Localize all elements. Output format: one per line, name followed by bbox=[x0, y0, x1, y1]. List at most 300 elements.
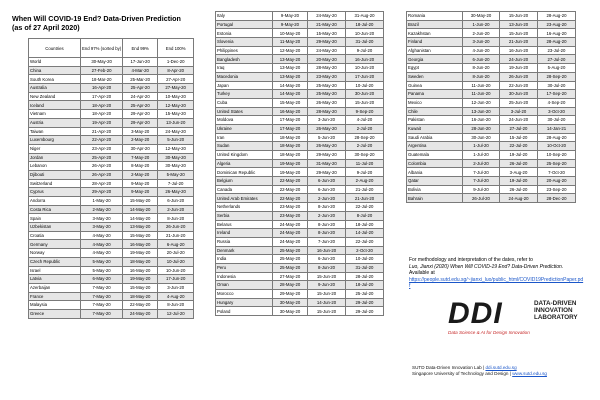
logo-mark: DDI bbox=[448, 297, 503, 330]
footer-lab-link[interactable]: ddi.sutd.edu.sg bbox=[485, 365, 517, 370]
table-row bbox=[29, 257, 194, 266]
end100-cell: 14-Jul-20 bbox=[346, 229, 384, 238]
table-row bbox=[407, 177, 576, 186]
end100-cell: 1-Dec-20 bbox=[158, 58, 194, 67]
country-cell: Taiwan bbox=[29, 127, 81, 136]
title-line-2: (as of 27 April 2020) bbox=[12, 23, 80, 32]
end97-cell: 4-May-20 bbox=[81, 240, 123, 249]
ddi-logo bbox=[448, 297, 598, 343]
end97-cell: 12-May-20 bbox=[273, 46, 308, 55]
page-title bbox=[12, 14, 181, 32]
end100-cell: 30-May-20 bbox=[158, 162, 194, 171]
end97-cell: 16-Apr-20 bbox=[81, 84, 123, 93]
end100-cell: 28-Jul-20 bbox=[346, 272, 384, 281]
note-line-2: Luo, Jianxi (2020) When Will COVID-19 End? Data-Driven Prediction. bbox=[409, 263, 564, 270]
end97-cell: 1-May-20 bbox=[81, 197, 123, 206]
end100-cell: 11-Jul-20 bbox=[346, 159, 384, 168]
end100-cell: 28-Sep-20 bbox=[538, 72, 576, 81]
country-cell: Qatar bbox=[407, 177, 463, 186]
prediction-table-1 bbox=[28, 38, 194, 319]
country-cell: Moldova bbox=[216, 116, 273, 125]
end99-cell: 30-Jun-20 bbox=[500, 90, 538, 99]
end99-cell: 6-Jun-20 bbox=[308, 255, 346, 264]
end97-cell: 23-May-20 bbox=[273, 211, 308, 220]
end99-cell: 26-Jul-20 bbox=[500, 159, 538, 168]
country-cell: South Korea bbox=[29, 75, 81, 84]
country-cell: Iceland bbox=[29, 101, 81, 110]
end97-cell: 8-Jun-20 bbox=[463, 64, 500, 73]
end97-cell: 24-May-20 bbox=[273, 237, 308, 246]
end97-cell: 9-Jul-20 bbox=[463, 185, 500, 194]
table-row bbox=[407, 90, 576, 99]
end99-cell: 21-May-20 bbox=[308, 20, 346, 29]
table-row bbox=[216, 72, 384, 81]
table-row bbox=[29, 309, 194, 318]
end100-cell: 7-Oct-20 bbox=[538, 168, 576, 177]
country-cell: Slovenia bbox=[216, 38, 273, 47]
end97-cell: 18-May-20 bbox=[273, 142, 308, 151]
end100-cell: 30-Jun-20 bbox=[346, 90, 384, 99]
table-row bbox=[216, 55, 384, 64]
end100-cell: 8-Jun-20 bbox=[158, 301, 194, 310]
end99-cell: 3-Jul-20 bbox=[500, 107, 538, 116]
end100-cell: 9-Sep-20 bbox=[346, 107, 384, 116]
table-row bbox=[216, 307, 384, 316]
end99-cell: 24-Jun-20 bbox=[500, 55, 538, 64]
end99-cell: 6-Jun-20 bbox=[308, 177, 346, 186]
end97-cell: 29-May-20 bbox=[273, 290, 308, 299]
table-row bbox=[216, 246, 384, 255]
end99-cell: 7-Jun-20 bbox=[308, 237, 346, 246]
end99-cell: 31-May-20 bbox=[308, 159, 346, 168]
table-row bbox=[29, 162, 194, 171]
end97-cell: 7-Jul-20 bbox=[463, 168, 500, 177]
table-row bbox=[29, 110, 194, 119]
end100-cell: 6-Aug-20 bbox=[158, 240, 194, 249]
table-row bbox=[407, 116, 576, 125]
end99-cell: 9-Jun-20 bbox=[308, 281, 346, 290]
end97-cell: 28-May-20 bbox=[273, 281, 308, 290]
table-row bbox=[407, 159, 576, 168]
end100-cell: 25-Sep-20 bbox=[538, 159, 576, 168]
end99-cell: 24-Jun-20 bbox=[500, 116, 538, 125]
end99-cell: 28-May-20 bbox=[308, 64, 346, 73]
end99-cell: 4-Mar-20 bbox=[123, 66, 158, 75]
table-row bbox=[29, 231, 194, 240]
country-cell: United Kingdom bbox=[216, 151, 273, 160]
paper-link[interactable]: https://people.sutd.edu.sg/~jianxi_luo/public_html/COVID19PredictionPaper.pdf bbox=[409, 276, 584, 290]
country-cell: Cyprus bbox=[29, 188, 81, 197]
table-row bbox=[216, 185, 384, 194]
table-row bbox=[407, 168, 576, 177]
end100-cell: 30-Jul-20 bbox=[538, 81, 576, 90]
end100-cell: 20-Jul-20 bbox=[158, 249, 194, 258]
end97-cell: 13-May-20 bbox=[273, 55, 308, 64]
end97-cell: 13-Jun-20 bbox=[463, 107, 500, 116]
note-line-1: For methodology and interpretation of the dates, refer to bbox=[409, 257, 533, 263]
end97-cell: 12-Jun-20 bbox=[463, 98, 500, 107]
end100-cell: 27-May-20 bbox=[158, 84, 194, 93]
end99-cell: 26-May-20 bbox=[308, 142, 346, 151]
end97-cell: 8-Jun-20 bbox=[463, 72, 500, 81]
end97-cell: 30-May-20 bbox=[273, 298, 308, 307]
end97-cell: 14-May-20 bbox=[273, 81, 308, 90]
country-cell: Macedonia bbox=[216, 72, 273, 81]
end100-cell: 8-Jul-20 bbox=[346, 211, 384, 220]
table-row bbox=[407, 12, 576, 21]
table-row bbox=[29, 188, 194, 197]
end100-cell: 18-Jul-20 bbox=[346, 220, 384, 229]
end99-cell: 18-May-20 bbox=[123, 257, 158, 266]
table-row bbox=[29, 214, 194, 223]
end97-cell: 25-May-20 bbox=[273, 263, 308, 272]
end99-cell: 18-May-20 bbox=[123, 292, 158, 301]
table-row bbox=[407, 72, 576, 81]
end99-cell: 28-May-20 bbox=[308, 107, 346, 116]
country-cell: Panama bbox=[407, 90, 463, 99]
table-row bbox=[29, 66, 194, 75]
table-row bbox=[216, 124, 384, 133]
end99-cell: 24-Aug-20 bbox=[500, 194, 538, 203]
end100-cell: 21-Jun-20 bbox=[346, 194, 384, 203]
country-cell: Latvia bbox=[29, 275, 81, 284]
table-row bbox=[407, 185, 576, 194]
end99-cell: 22-May-20 bbox=[123, 301, 158, 310]
end97-cell: 22-May-20 bbox=[273, 177, 308, 186]
country-cell: Bahrain bbox=[407, 194, 463, 203]
end97-cell: 15-May-20 bbox=[273, 98, 308, 107]
country-cell: Jordan bbox=[29, 153, 81, 162]
end99-cell: 24-May-20 bbox=[123, 309, 158, 318]
country-cell: United States bbox=[216, 107, 273, 116]
end100-cell: 4-Aug-20 bbox=[158, 292, 194, 301]
end99-cell: 19-May-20 bbox=[123, 249, 158, 258]
country-cell: Finland bbox=[407, 38, 463, 47]
table-row bbox=[407, 194, 576, 203]
end97-cell: 27-May-20 bbox=[273, 272, 308, 281]
end97-cell: 7-May-20 bbox=[81, 301, 123, 310]
end100-cell: 17-Jun-20 bbox=[346, 72, 384, 81]
country-cell: Canada bbox=[216, 185, 273, 194]
table-row bbox=[216, 281, 384, 290]
country-cell: Belarus bbox=[216, 220, 273, 229]
end100-cell: 27-Apr-20 bbox=[158, 75, 194, 84]
end100-cell: 14-Jan-21 bbox=[538, 124, 576, 133]
end97-cell: 2-Jun-20 bbox=[463, 29, 500, 38]
end99-cell: 29-May-20 bbox=[308, 151, 346, 160]
end97-cell: 23-Apr-20 bbox=[81, 144, 123, 153]
end97-cell: 13-May-20 bbox=[273, 64, 308, 73]
end100-cell: 2-Jul-20 bbox=[346, 124, 384, 133]
country-cell: Pakistan bbox=[407, 116, 463, 125]
table-row bbox=[216, 211, 384, 220]
end100-cell: 28-Aug-20 bbox=[538, 12, 576, 21]
end99-cell: 15-May-20 bbox=[308, 29, 346, 38]
end100-cell: 10-May-20 bbox=[158, 92, 194, 101]
end99-cell: 2-May-20 bbox=[123, 136, 158, 145]
table-row bbox=[216, 255, 384, 264]
end97-cell: 3-May-20 bbox=[81, 223, 123, 232]
table-row bbox=[216, 298, 384, 307]
end100-cell: 28-Aug-20 bbox=[538, 133, 576, 142]
table-row bbox=[29, 223, 194, 232]
country-cell: Poland bbox=[216, 307, 273, 316]
table-row bbox=[216, 194, 384, 203]
country-cell: Azerbaijan bbox=[29, 283, 81, 292]
end97-cell: 21-Apr-20 bbox=[81, 127, 123, 136]
logo-tagline: Data Science & AI for Design Innovation bbox=[448, 330, 530, 335]
end100-cell: 10-Jun-20 bbox=[346, 64, 384, 73]
table-row bbox=[407, 98, 576, 107]
end97-cell: 9-May-20 bbox=[273, 20, 308, 29]
table-row bbox=[216, 290, 384, 299]
table-row bbox=[216, 116, 384, 125]
end100-cell: 22-Jul-20 bbox=[346, 203, 384, 212]
country-cell: Sudan bbox=[216, 142, 273, 151]
end97-cell: 22-Apr-20 bbox=[81, 136, 123, 145]
end100-cell: 28-Dec-20 bbox=[538, 194, 576, 203]
end100-cell: 5-Aug-20 bbox=[538, 64, 576, 73]
end97-cell: 3-Jun-20 bbox=[463, 38, 500, 47]
country-cell: Kuwait bbox=[407, 124, 463, 133]
end100-cell: 23-Jul-20 bbox=[538, 46, 576, 55]
country-cell: Brazil bbox=[407, 20, 463, 29]
table-row bbox=[29, 205, 194, 214]
table-row bbox=[29, 179, 194, 188]
end100-cell: 2-Jun-20 bbox=[158, 205, 194, 214]
end99-cell: 25-Jun-20 bbox=[500, 98, 538, 107]
table-row bbox=[407, 55, 576, 64]
footer-university-link[interactable]: www.sutd.edu.sg bbox=[512, 371, 547, 377]
end99-cell: 19-May-20 bbox=[123, 275, 158, 284]
end97-cell: 14-May-20 bbox=[273, 90, 308, 99]
end100-cell: 26-May-20 bbox=[158, 188, 194, 197]
end100-cell: 8-Apr-20 bbox=[158, 66, 194, 75]
end99-cell: 16-May-20 bbox=[123, 240, 158, 249]
end97-cell: 3-May-20 bbox=[81, 214, 123, 223]
country-cell: Kazakhstan bbox=[407, 29, 463, 38]
end100-cell: 6-Jun-20 bbox=[158, 197, 194, 206]
end99-cell: 7-May-20 bbox=[123, 153, 158, 162]
table-row bbox=[29, 58, 194, 67]
end99-cell: 16-Jun-20 bbox=[500, 46, 538, 55]
end99-cell: 15-May-20 bbox=[123, 197, 158, 206]
table-row bbox=[216, 12, 384, 21]
end97-cell: 7-May-20 bbox=[81, 292, 123, 301]
end99-cell: 15-Jun-20 bbox=[308, 272, 346, 281]
end100-cell: 24-May-20 bbox=[158, 127, 194, 136]
table-row bbox=[216, 38, 384, 47]
end100-cell: 9-Jul-20 bbox=[346, 168, 384, 177]
country-cell: India bbox=[216, 255, 273, 264]
end97-cell: 25-Apr-20 bbox=[81, 153, 123, 162]
end100-cell: 10-Oct-20 bbox=[538, 142, 576, 151]
end100-cell: 16-Jun-20 bbox=[346, 55, 384, 64]
end97-cell: 17-May-20 bbox=[273, 116, 308, 125]
table-row bbox=[216, 229, 384, 238]
end97-cell: 17-Apr-20 bbox=[81, 92, 123, 101]
end99-cell: 6-Jun-20 bbox=[308, 185, 346, 194]
end100-cell: 8-Jun-20 bbox=[158, 214, 194, 223]
end100-cell: 5-Jun-20 bbox=[158, 136, 194, 145]
end97-cell: 16-May-20 bbox=[273, 107, 308, 116]
country-cell: Guinea bbox=[407, 81, 463, 90]
country-cell: Hungary bbox=[216, 298, 273, 307]
country-cell: Belgium bbox=[216, 177, 273, 186]
end100-cell: 28-Sep-20 bbox=[346, 133, 384, 142]
country-cell: Switzerland bbox=[29, 179, 81, 188]
table-row bbox=[216, 263, 384, 272]
end100-cell: 3-Jun-20 bbox=[158, 283, 194, 292]
end100-cell: 12-Jul-20 bbox=[158, 309, 194, 318]
table-row bbox=[407, 81, 576, 90]
end97-cell: 4-May-20 bbox=[81, 231, 123, 240]
country-cell: Bolivia bbox=[407, 185, 463, 194]
table-row bbox=[407, 20, 576, 29]
end97-cell: 11-May-20 bbox=[273, 38, 308, 47]
table-row bbox=[29, 249, 194, 258]
end99-cell: 24-May-20 bbox=[308, 12, 346, 21]
end99-cell: 30-Apr-20 bbox=[123, 144, 158, 153]
end100-cell: 4-Jul-20 bbox=[346, 116, 384, 125]
end97-cell: 7-Jul-20 bbox=[463, 177, 500, 186]
end97-cell: 30-May-20 bbox=[463, 12, 500, 21]
country-cell: Sweden bbox=[407, 72, 463, 81]
end97-cell: 25-May-20 bbox=[273, 246, 308, 255]
country-cell: Estonia bbox=[216, 29, 273, 38]
end100-cell: 13-Jun-20 bbox=[158, 118, 194, 127]
end97-cell: 18-May-20 bbox=[273, 133, 308, 142]
country-cell: Cuba bbox=[216, 98, 273, 107]
country-cell: Dominican Republic bbox=[216, 168, 273, 177]
end97-cell: 25-May-20 bbox=[273, 255, 308, 264]
end100-cell: 29-Jul-20 bbox=[346, 307, 384, 316]
table-row bbox=[216, 81, 384, 90]
country-cell: Italy bbox=[216, 12, 273, 21]
end99-cell: 29-Apr-20 bbox=[123, 118, 158, 127]
end97-cell: 1-Jun-20 bbox=[463, 20, 500, 29]
table-row bbox=[407, 133, 576, 142]
table-row bbox=[216, 237, 384, 246]
end100-cell: 27-Jul-20 bbox=[538, 55, 576, 64]
table-row bbox=[407, 29, 576, 38]
table-row bbox=[216, 142, 384, 151]
table-row bbox=[216, 46, 384, 55]
end99-cell: 29-May-20 bbox=[308, 38, 346, 47]
end100-cell: 30-May-20 bbox=[158, 153, 194, 162]
end99-cell: 3-Aug-20 bbox=[500, 168, 538, 177]
country-cell: World bbox=[29, 58, 81, 67]
end99-cell: 14-May-20 bbox=[123, 205, 158, 214]
end97-cell: 28-Apr-20 bbox=[81, 179, 123, 188]
table-row bbox=[29, 197, 194, 206]
end100-cell: 31-Aug-20 bbox=[346, 12, 384, 21]
table-row bbox=[29, 153, 194, 162]
table-row bbox=[29, 283, 194, 292]
table-row bbox=[29, 170, 194, 179]
end99-cell: 19-Jul-20 bbox=[500, 151, 538, 160]
country-cell: Netherlands bbox=[216, 203, 273, 212]
country-cell: Oman bbox=[216, 281, 273, 290]
end97-cell: 30-May-20 bbox=[81, 58, 123, 67]
end99-cell: 25-May-20 bbox=[308, 90, 346, 99]
table-row bbox=[407, 46, 576, 55]
country-cell: Vietnam bbox=[29, 110, 81, 119]
country-cell: Ireland bbox=[216, 229, 273, 238]
table-row bbox=[29, 144, 194, 153]
end100-cell: 20-Aug-20 bbox=[538, 177, 576, 186]
end100-cell: 23-Sep-20 bbox=[538, 185, 576, 194]
end97-cell: 1-Jul-20 bbox=[463, 151, 500, 160]
header-countries: Countries bbox=[29, 39, 81, 58]
country-cell: Chile bbox=[407, 107, 463, 116]
end99-cell: 15-Jun-20 bbox=[500, 12, 538, 21]
end97-cell: 22-May-20 bbox=[273, 194, 308, 203]
table-row bbox=[29, 266, 194, 275]
end100-cell: 31-Jul-20 bbox=[346, 263, 384, 272]
footer bbox=[412, 365, 547, 377]
country-cell: Morocco bbox=[216, 290, 273, 299]
end97-cell: 19-May-20 bbox=[273, 159, 308, 168]
table-row bbox=[216, 177, 384, 186]
table-row bbox=[216, 90, 384, 99]
table-row bbox=[29, 84, 194, 93]
table-row bbox=[216, 29, 384, 38]
prediction-table-2 bbox=[215, 11, 384, 316]
end99-cell: 21-Jun-20 bbox=[500, 38, 538, 47]
end97-cell: 24-May-20 bbox=[273, 220, 308, 229]
country-cell: Iran bbox=[216, 133, 273, 142]
end100-cell: 9-Jul-20 bbox=[346, 46, 384, 55]
end97-cell: 7-May-20 bbox=[81, 309, 123, 318]
footer-lab: SUTD Data-Driven Innovation Lab | bbox=[412, 365, 485, 370]
country-cell: Israel bbox=[29, 266, 81, 275]
country-cell: France bbox=[29, 292, 81, 301]
end100-cell: 21-Jun-20 bbox=[158, 231, 194, 240]
country-cell: Guatemala bbox=[407, 151, 463, 160]
header-end99: End 99% bbox=[123, 39, 158, 58]
table-row bbox=[407, 124, 576, 133]
end99-cell: 29-Apr-20 bbox=[123, 110, 158, 119]
note-line-3: Available at bbox=[409, 270, 435, 277]
country-cell: Norway bbox=[29, 249, 81, 258]
end99-cell: 25-Apr-20 bbox=[123, 84, 158, 93]
table-row bbox=[216, 98, 384, 107]
country-cell: Australia bbox=[29, 84, 81, 93]
end100-cell: 17-Jun-20 bbox=[158, 275, 194, 284]
end97-cell: 2-May-20 bbox=[81, 205, 123, 214]
table-row bbox=[216, 272, 384, 281]
table-row bbox=[216, 220, 384, 229]
end99-cell: 14-Jun-20 bbox=[308, 298, 346, 307]
end99-cell: 16-Jun-20 bbox=[308, 246, 346, 255]
end99-cell: 27-Jul-20 bbox=[500, 124, 538, 133]
country-cell: Indonesia bbox=[216, 272, 273, 281]
end97-cell: 19-Apr-20 bbox=[81, 118, 123, 127]
country-cell: Uzbekistan bbox=[29, 223, 81, 232]
end100-cell: 7-Jul-20 bbox=[158, 179, 194, 188]
methodology-note bbox=[409, 257, 584, 290]
table-row bbox=[216, 133, 384, 142]
country-cell: Egypt bbox=[407, 64, 463, 73]
end99-cell: 26-May-20 bbox=[308, 98, 346, 107]
end97-cell: 7-May-20 bbox=[81, 283, 123, 292]
country-cell: Russia bbox=[216, 237, 273, 246]
table-row bbox=[216, 107, 384, 116]
end97-cell: 26-Apr-20 bbox=[81, 170, 123, 179]
end99-cell: 8-Jun-20 bbox=[308, 220, 346, 229]
table-row bbox=[29, 75, 194, 84]
